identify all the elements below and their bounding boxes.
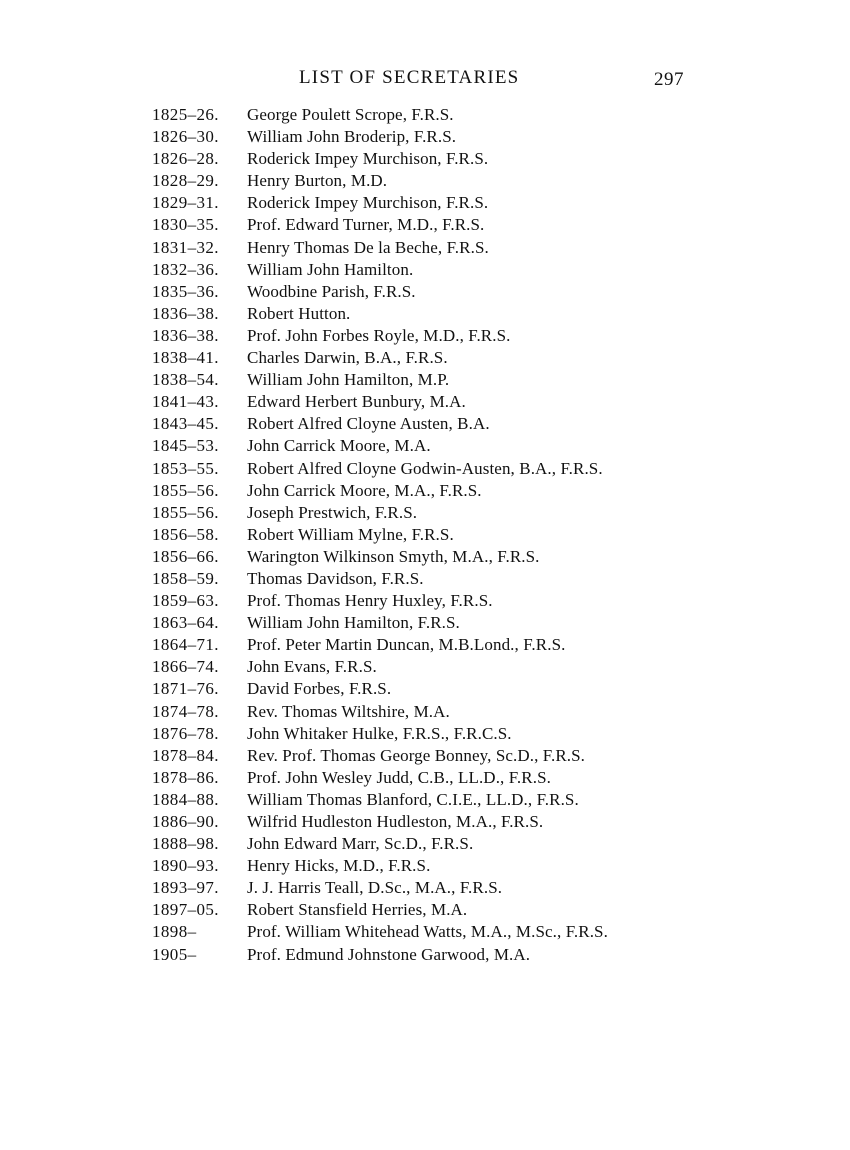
term-years: 1871–76.: [152, 679, 219, 699]
list-item: [152, 723, 712, 745]
secretary-name: William John Hamilton.: [247, 259, 414, 279]
term-years: 1832–36.: [152, 259, 219, 279]
secretary-name: George Poulett Scrope, F.R.S.: [247, 105, 454, 124]
term-years: 1829–31.: [152, 193, 219, 213]
secretary-name: Prof. Edward Turner, M.D., F.R.S.: [247, 215, 485, 235]
secretary-name: John Whitaker Hulke, F.R.S., F.R.C.S.: [247, 723, 512, 743]
list-item: [152, 369, 712, 391]
secretary-name: Charles Darwin, B.A., F.R.S.: [247, 348, 448, 368]
term-years: 1897–05.: [152, 900, 219, 920]
term-years: 1893–97.: [152, 878, 219, 898]
secretary-name: William Thomas Blanford, C.I.E., LL.D., F.R.S.: [247, 789, 579, 809]
list-item: [152, 833, 712, 855]
list-item: [152, 678, 712, 700]
term-years: 1828–29.: [152, 171, 219, 191]
secretary-name: Robert Stansfield Herries, M.A.: [247, 900, 468, 920]
secretary-name: Prof. William Whitehead Watts, M.A., M.Sc., F.R.S.: [247, 922, 608, 942]
term-years: 1866–74.: [152, 657, 219, 677]
secretary-name: Robert Alfred Cloyne Austen, B.A.: [247, 414, 490, 434]
term-years: 1888–98.: [152, 834, 219, 854]
page-header: [0, 64, 850, 92]
term-years: 1856–58.: [152, 524, 219, 544]
secretary-name: Rev. Prof. Thomas George Bonney, Sc.D., F.R.S.: [247, 745, 586, 765]
secretary-name: Roderick Impey Murchison, F.R.S.: [247, 149, 489, 169]
term-years: 1886–90.: [152, 812, 219, 831]
secretary-name: William John Broderip, F.R.S.: [247, 127, 457, 147]
running-title: LIST OF SECRETARIES: [299, 67, 520, 88]
secretary-name: John Carrick Moore, M.A.: [247, 436, 431, 456]
list-item: [152, 745, 712, 767]
list-item: [152, 458, 712, 480]
secretary-name: Wilfrid Hudleston Hudleston, M.A., F.R.S.: [247, 812, 544, 831]
term-years: 1838–41.: [152, 348, 219, 368]
secretary-name: Joseph Prestwich, F.R.S.: [247, 502, 418, 522]
secretary-name: Woodbine Parish, F.R.S.: [247, 281, 416, 301]
list-item: [152, 502, 712, 524]
secretary-name: Rev. Thomas Wiltshire, M.A.: [247, 701, 450, 721]
secretary-name: Prof. Peter Martin Duncan, M.B.Lond., F.R.S.: [247, 635, 566, 655]
list-item: [152, 590, 712, 612]
list-item: [152, 877, 712, 899]
secretary-name: Henry Thomas De la Beche, F.R.S.: [247, 237, 489, 257]
list-item: [152, 148, 712, 170]
list-item: [152, 612, 712, 634]
term-years: 1836–38.: [152, 303, 219, 323]
list-item: [152, 214, 712, 236]
list-item: [152, 170, 712, 192]
secretary-name: William John Hamilton, F.R.S.: [247, 613, 460, 633]
secretary-name: John Edward Marr, Sc.D., F.R.S.: [247, 834, 474, 854]
secretary-name: John Carrick Moore, M.A., F.R.S.: [247, 480, 482, 500]
secretary-name: John Evans, F.R.S.: [247, 657, 377, 677]
secretary-name: Henry Hicks, M.D., F.R.S.: [247, 856, 431, 876]
list-item: [152, 524, 712, 546]
term-years: 1836–38.: [152, 325, 219, 345]
secretary-name: Robert William Mylne, F.R.S.: [247, 524, 454, 544]
term-years: 1855–56.: [152, 480, 219, 500]
term-years: 1858–59.: [152, 568, 219, 588]
list-item: [152, 921, 712, 943]
list-item: [152, 944, 712, 966]
term-years: 1841–43.: [152, 392, 219, 412]
term-years: 1890–93.: [152, 856, 219, 876]
list-item: [152, 126, 712, 148]
list-item: [152, 701, 712, 723]
list-item: [152, 546, 712, 568]
term-years: 1876–78.: [152, 723, 219, 743]
list-item: [152, 656, 712, 678]
list-item: [152, 899, 712, 921]
secretary-name: Prof. John Forbes Royle, M.D., F.R.S.: [247, 325, 511, 345]
secretary-name: Thomas Davidson, F.R.S.: [247, 568, 424, 588]
term-years: 1859–63.: [152, 591, 219, 611]
page-number: 297: [654, 69, 684, 90]
list-item: [152, 104, 712, 126]
list-item: [152, 767, 712, 789]
secretary-name: Edward Herbert Bunbury, M.A.: [247, 392, 466, 412]
term-years: 1853–55.: [152, 458, 219, 478]
list-item: [152, 811, 712, 833]
term-years: 1831–32.: [152, 237, 219, 257]
secretary-name: Robert Hutton.: [247, 303, 351, 323]
list-item: [152, 192, 712, 214]
term-years: 1838–54.: [152, 370, 219, 390]
term-years: 1856–66.: [152, 546, 219, 566]
secretary-name: Prof. Edmund Johnstone Garwood, M.A.: [247, 944, 531, 964]
list-item: [152, 789, 712, 811]
term-years: 1830–35.: [152, 215, 219, 235]
secretary-name: David Forbes, F.R.S.: [247, 679, 392, 699]
list-item: [152, 480, 712, 502]
term-years: 1826–28.: [152, 149, 219, 169]
term-years: 1826–30.: [152, 127, 219, 147]
list-item: [152, 347, 712, 369]
list-item: [152, 855, 712, 877]
list-item: [152, 413, 712, 435]
list-item: [152, 259, 712, 281]
list-item: [152, 634, 712, 656]
term-years: 1874–78.: [152, 701, 219, 721]
secretary-name: Warington Wilkinson Smyth, M.A., F.R.S.: [247, 546, 540, 566]
term-years: 1825–26.: [152, 105, 219, 124]
term-years: 1855–56.: [152, 502, 219, 522]
list-item: [152, 237, 712, 259]
list-item: [152, 303, 712, 325]
term-years: 1863–64.: [152, 613, 219, 633]
term-years: 1905–: [152, 944, 197, 964]
secretary-name: Robert Alfred Cloyne Godwin-Austen, B.A., F.R.S.: [247, 458, 603, 478]
secretary-name: Prof. Thomas Henry Huxley, F.R.S.: [247, 591, 493, 611]
term-years: 1864–71.: [152, 635, 219, 655]
term-years: 1878–86.: [152, 767, 219, 787]
list-item: [152, 435, 712, 457]
secretary-name: J. J. Harris Teall, D.Sc., M.A., F.R.S.: [247, 878, 503, 898]
secretary-name: Henry Burton, M.D.: [247, 171, 388, 191]
term-years: 1898–: [152, 922, 197, 942]
list-item: [152, 281, 712, 303]
list-item: [152, 391, 712, 413]
term-years: 1843–45.: [152, 414, 219, 434]
term-years: 1884–88.: [152, 789, 219, 809]
secretaries-list: [152, 104, 712, 966]
list-item: [152, 325, 712, 347]
term-years: 1835–36.: [152, 281, 219, 301]
secretary-name: Roderick Impey Murchison, F.R.S.: [247, 193, 489, 213]
list-item: [152, 568, 712, 590]
secretary-name: William John Hamilton, M.P.: [247, 370, 450, 390]
term-years: 1878–84.: [152, 745, 219, 765]
secretary-name: Prof. John Wesley Judd, C.B., LL.D., F.R.S.: [247, 767, 551, 787]
term-years: 1845–53.: [152, 436, 219, 456]
